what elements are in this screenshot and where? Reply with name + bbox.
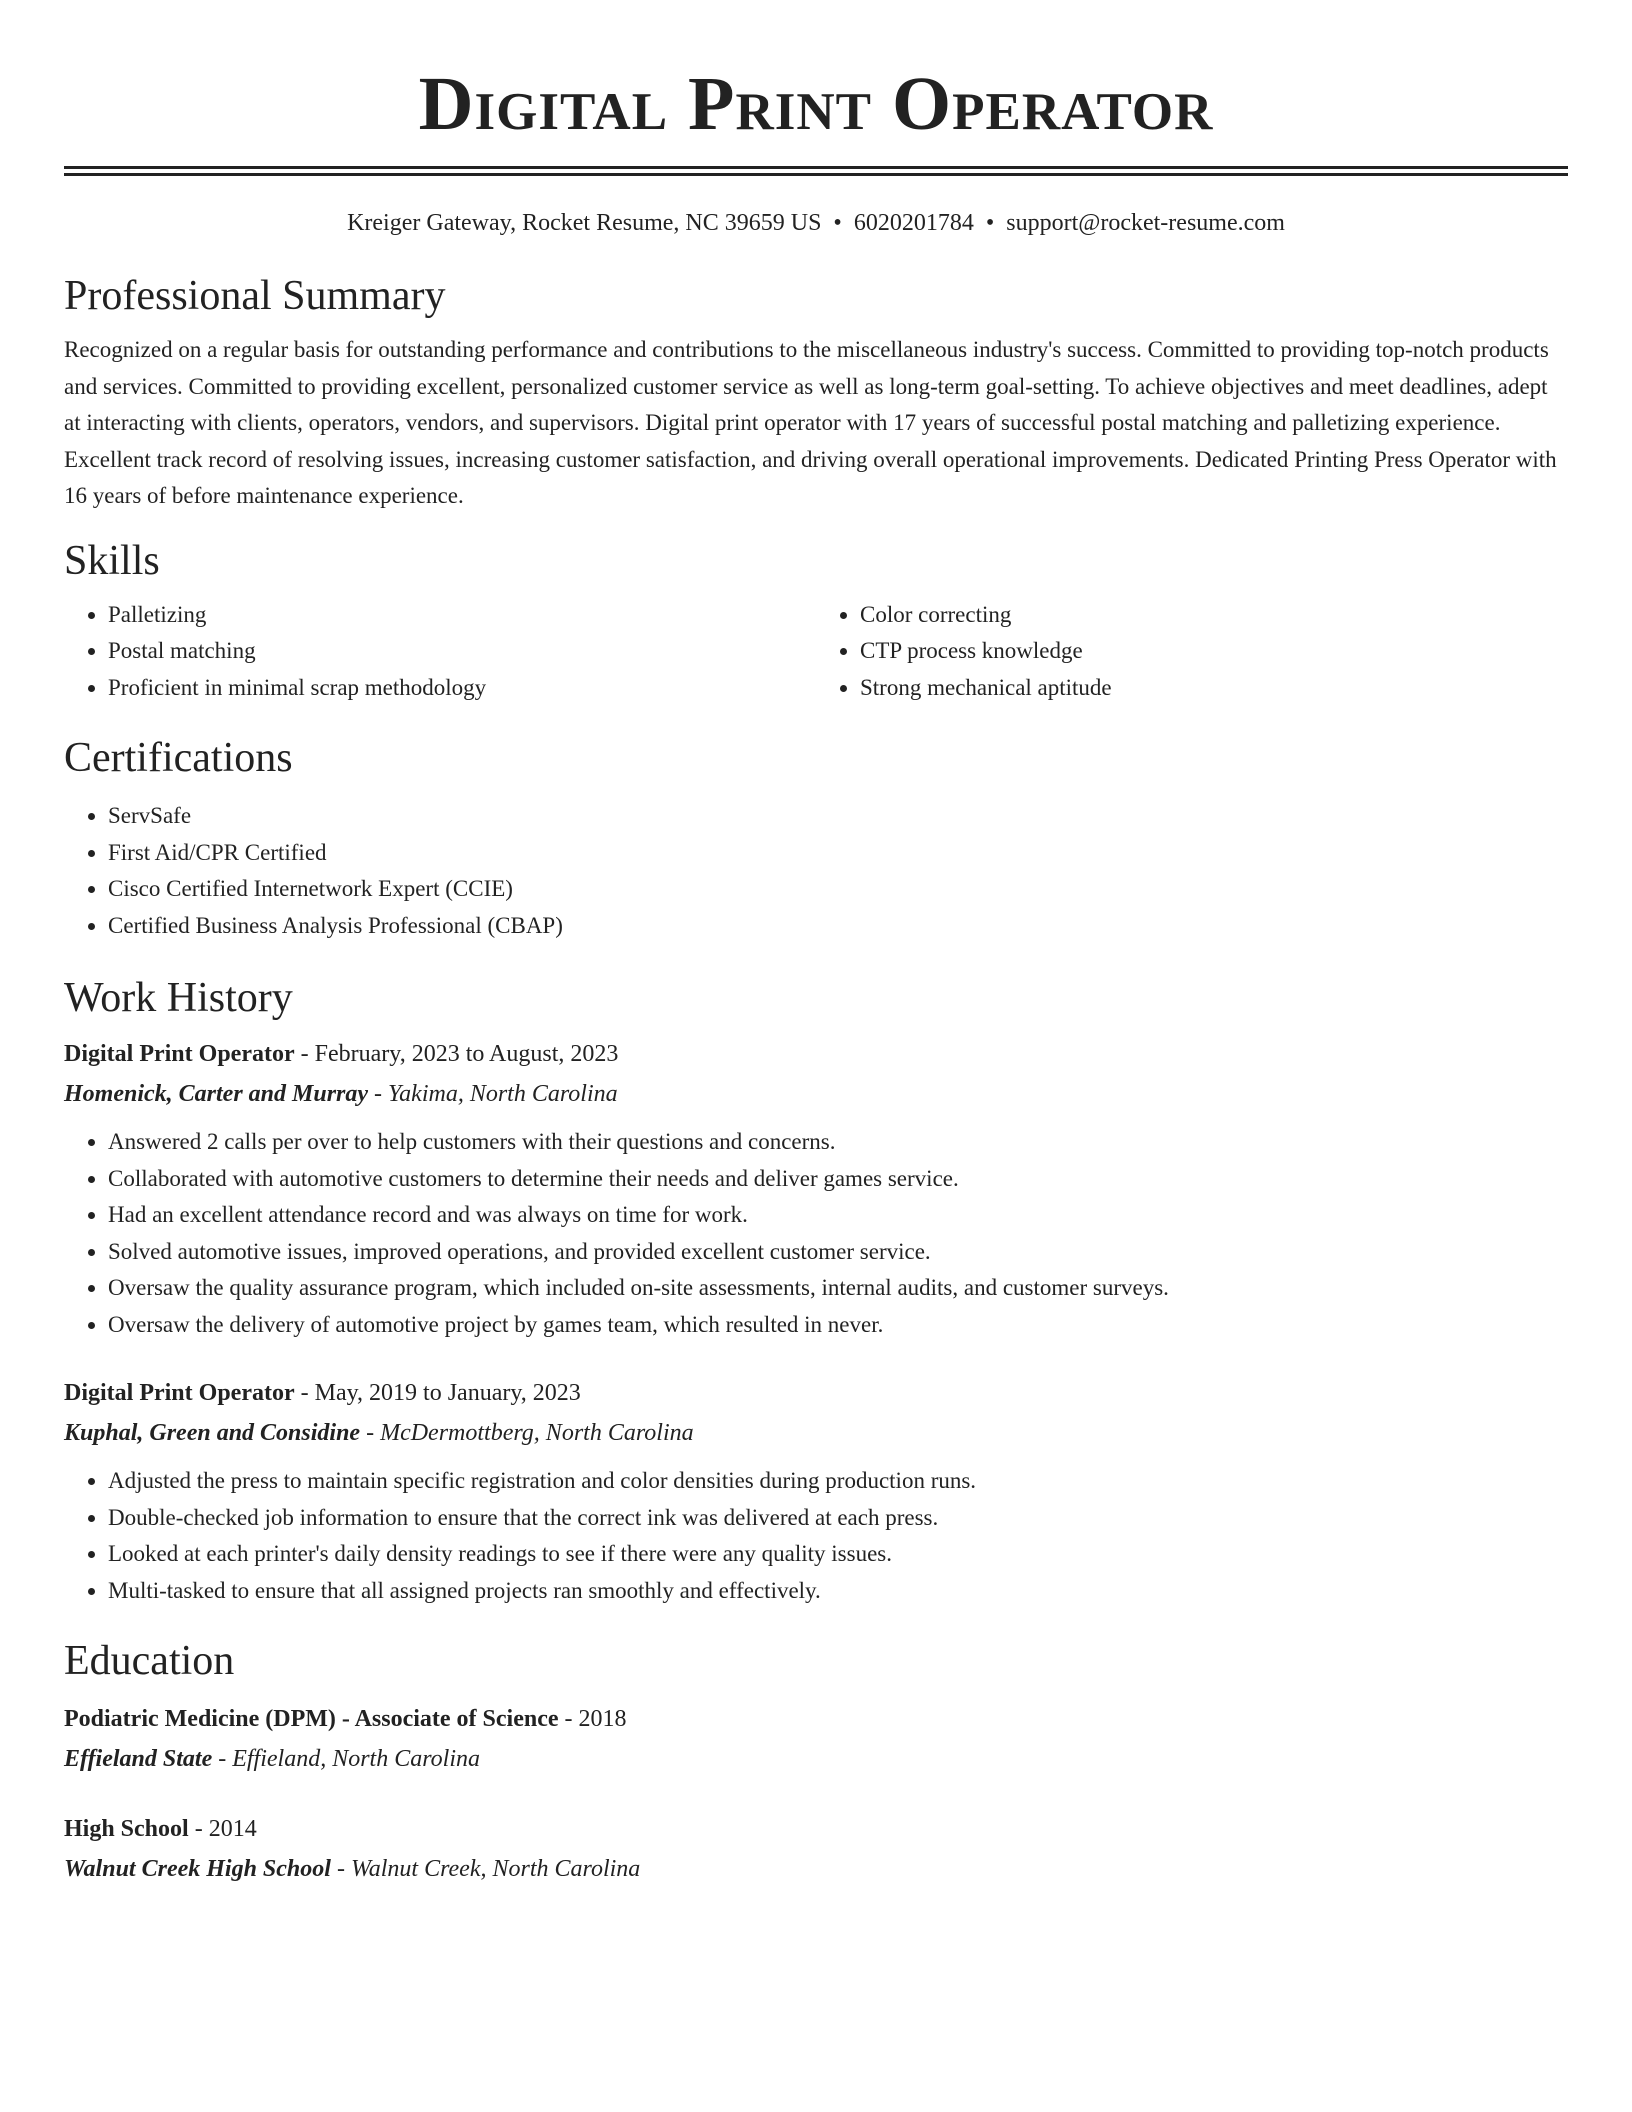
- job-company: Homenick, Carter and Murray: [64, 1081, 369, 1107]
- certification-item: • First Aid/CPR Certified: [108, 835, 1568, 872]
- job-title-line: [64, 1373, 1568, 1413]
- education-degree-line: [64, 1809, 1568, 1849]
- contact-email[interactable]: support@rocket-resume.com: [1006, 210, 1285, 236]
- skill-item: • Strong mechanical aptitude: [860, 670, 1568, 707]
- education-degree: High School: [64, 1816, 189, 1842]
- work-history-heading: Work History: [64, 975, 293, 1021]
- certification-item: • Certified Business Analysis Professional (CBAP): [108, 908, 1568, 945]
- job-company-line: [64, 1074, 1568, 1114]
- job-duty: • Answered 2 calls per over to help customers with their questions and concerns.: [108, 1124, 1568, 1161]
- job-duty: • Oversaw the quality assurance program, which included on-site assessments, internal audits, and customer surveys.: [108, 1270, 1568, 1307]
- job-duty: • Solved automotive issues, improved operations, and provided excellent customer service.: [108, 1234, 1568, 1271]
- education-school: Walnut Creek High School: [64, 1856, 331, 1882]
- education-school-line: [64, 1739, 1568, 1779]
- resume-title: Digital Print Operator: [418, 62, 1214, 146]
- job-location: - McDermottberg, North Carolina: [360, 1420, 694, 1446]
- job-duty: • Multi-tasked to ensure that all assigned projects ran smoothly and effectively.: [108, 1573, 1568, 1610]
- contact-phone: 6020201784: [853, 210, 974, 236]
- education-location: - Effieland, North Carolina: [212, 1746, 481, 1772]
- education-year: - 2018: [558, 1706, 627, 1732]
- skills-list-right: [816, 597, 1568, 707]
- education-entry: [64, 1699, 1568, 1779]
- certification-item: • Cisco Certified Internetwork Expert (CCIE): [108, 871, 1568, 908]
- contact-separator: •: [985, 210, 995, 236]
- certification-item: • ServSafe: [108, 798, 1568, 835]
- contact-separator: •: [833, 210, 842, 236]
- job-title: Digital Print Operator: [64, 1380, 295, 1406]
- contact-address: Kreiger Gateway, Rocket Resume, NC 39659 US: [347, 210, 822, 236]
- skill-item: • Proficient in minimal scrap methodology: [108, 670, 816, 707]
- certifications-list: [64, 798, 1568, 944]
- job-duty: • Looked at each printer's daily density readings to see if there were any quality issues.: [108, 1536, 1568, 1573]
- job-entry: [64, 1373, 1568, 1609]
- summary-text: Recognized on a regular basis for outstanding performance and contributions to the miscellaneous industry's success. Committed to providing top-notch products and services. Committed to providing excellent, personalized customer service as well as long-term goal-setting. To achieve objectives and meet deadlines, adept at interacting with clients, operators, vendors, and supervisors. Digital print operator with 17 years of successful postal matching and palletizing experience. Excellent track record of resolving issues, increasing customer satisfaction, and driving overall operational improvements. Dedicated Printing Press Operator with 16 years of before maintenance experience.: [64, 337, 1557, 508]
- job-company-line: [64, 1413, 1568, 1453]
- education-school: Effieland State: [64, 1746, 213, 1772]
- title-double-rule: [64, 166, 1568, 176]
- job-title-line: [64, 1034, 1568, 1074]
- job-duty: • Oversaw the delivery of automotive project by games team, which resulted in never.: [108, 1307, 1568, 1344]
- contact-line: [64, 206, 1568, 240]
- job-duty: • Adjusted the press to maintain specific registration and color densities during production runs.: [108, 1463, 1568, 1500]
- skills-heading: Skills: [64, 537, 160, 584]
- education-location: - Walnut Creek, North Carolina: [330, 1856, 641, 1882]
- job-location: - Yakima, North Carolina: [368, 1081, 618, 1107]
- skill-item: • Postal matching: [108, 633, 816, 670]
- education-year: - 2014: [188, 1816, 257, 1842]
- job-dates: - February, 2023 to August, 2023: [294, 1041, 619, 1067]
- education-heading: Education: [64, 1638, 235, 1684]
- skill-item: • Color correcting: [860, 597, 1568, 634]
- job-duty: • Collaborated with automotive customers to determine their needs and deliver games service.: [108, 1161, 1568, 1198]
- job-duty: • Had an excellent attendance record and was always on time for work.: [108, 1197, 1568, 1234]
- education-school-line: [64, 1849, 1568, 1889]
- job-dates: - May, 2019 to January, 2023: [294, 1380, 581, 1406]
- education-entry: [64, 1809, 1568, 1889]
- job-entry: [64, 1034, 1568, 1343]
- education-degree-line: [64, 1699, 1568, 1739]
- job-duties-list: [64, 1124, 1568, 1343]
- job-duty: • Double-checked job information to ensure that the correct ink was delivered at each press.: [108, 1500, 1568, 1537]
- skills-list-left: [64, 597, 816, 707]
- job-company: Kuphal, Green and Considine: [64, 1420, 361, 1446]
- certifications-heading: Certifications: [64, 735, 293, 781]
- skill-item: • Palletizing: [108, 597, 816, 634]
- job-title: Digital Print Operator: [64, 1041, 295, 1067]
- skills-columns: [64, 597, 1568, 707]
- skill-item: • CTP process knowledge: [860, 633, 1568, 670]
- summary-heading: Professional Summary: [64, 273, 446, 319]
- job-duties-list: [64, 1463, 1568, 1609]
- education-degree: Podiatric Medicine (DPM) - Associate of Science: [64, 1706, 559, 1732]
- resume-page: [64, 0, 1568, 1889]
